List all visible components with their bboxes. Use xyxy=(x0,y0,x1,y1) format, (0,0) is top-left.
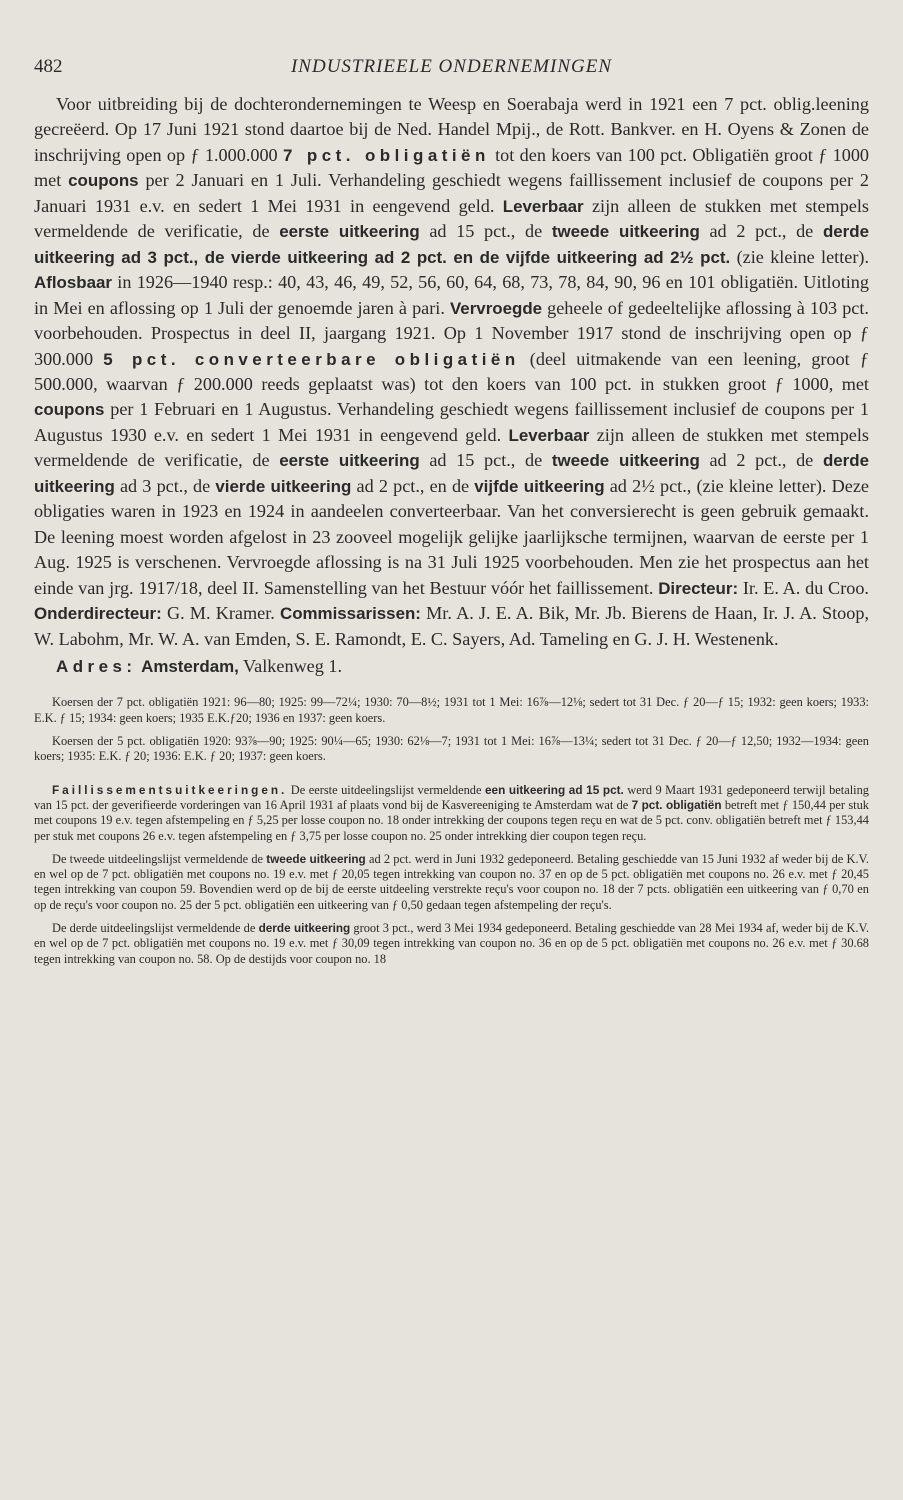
text-run: ad 2 pct., en de xyxy=(351,475,475,496)
price-notes xyxy=(34,695,869,764)
text-run: ad 2 pct., de xyxy=(699,221,823,242)
bold-term: Leverbaar xyxy=(502,196,584,216)
text-run: werd 9 Maart 1931 gedeponeerd terwijl betaling van 15 pct. der geverifieerde vorderingen van 16 April 1931 af plaats vond bij de Kasvereeniging te Amsterdam wat de xyxy=(34,782,869,812)
bold-term: derde uitkeering xyxy=(34,451,869,496)
small-paragraph xyxy=(34,783,869,844)
text-run: Voor uitbreiding bij de dochterondernemingen te Weesp en Soerabaja werd in 1921 een 7 pct. oblig.leening gecreëerd. Op 17 Juni 1921 stond daartoe bij de Ned. Handel Mpij., de Rott. Bankver. en H. Oyens & Zonen de inschrijving open op ƒ 1.000.000 xyxy=(34,94,869,165)
bold-term: Commissarissen: xyxy=(279,604,421,624)
text-run: ad 2 pct. werd in Juni 1932 gedeponeerd. Betaling geschiedde van 15 Juni 1932 af weder bij de K.V. en wel op de 7 pct. obligatiën met coupons no. 19 e.v. met ƒ 20,05 tegen intrekking van coupon no. 37 en op de 5 pct. obligatiën met coupons no. 26 e.v. met ƒ 20,45 tegen intrekking van coupon 59. Bovendien werd op de bij de eerste uitdeeling verstrekte reçu's voor coupon no. 18 der 7 pcts. obligatiën een uitkeering van ƒ 0,70 en op de reçu's voor coupon no. 25 der 5 pct. obligatiën een uitkeering van ƒ 0,50 gedaan tegen afstempeling der reçu's. xyxy=(34,851,869,912)
text-run: (zie kleine letter). xyxy=(730,246,869,267)
bold-term: eerste uitkeering xyxy=(279,451,420,471)
text-run: ad 15 pct., de xyxy=(419,450,552,471)
price-note-5pct: Koersen der 5 pct. obligatiën 1920: 93⅞—90; 1925: 90¼—65; 1930: 62⅛—7; 1931 tot 1 Mei: 16⅞—13¼; sedert tot 31 Dec. ƒ 20—ƒ 12,50; 1932—1934: geen koers; 1935: E.K. ƒ 20; 1936: E.K. ƒ 20; 1937: geen koers. xyxy=(34,734,869,764)
small-paragraph xyxy=(34,921,869,967)
text-run: zijn alleen de stukken met stempels vermeldende de verificatie, de xyxy=(34,195,869,242)
address-label: Adres: xyxy=(56,656,137,676)
bold-term: Vervroegde xyxy=(449,298,543,318)
bold-term: een uitkeering ad 15 pct. xyxy=(484,783,624,797)
text-run: ad 3 pct., de xyxy=(114,475,216,496)
main-text xyxy=(34,92,869,679)
bold-term: 7 pct. obligatiën xyxy=(283,145,490,165)
bold-term: vijfde uitkeering xyxy=(474,476,605,496)
bold-term: coupons xyxy=(68,171,139,191)
bold-term: Faillissementsuitkeeringen. xyxy=(52,783,288,797)
address-city: Amsterdam, xyxy=(141,656,239,676)
text-run: ad 15 pct., de xyxy=(419,221,552,242)
text-run: per 2 Januari en 1 Juli. Verhandeling geschiedt wegens faillissement inclusief de coupons per 2 Januari 1931 e.v. en sedert 1 Mei 1931 in eengevend geld. xyxy=(34,170,869,216)
bold-term: 7 pct. obligatiën xyxy=(631,798,722,812)
text-run: per 1 Februari en 1 Augustus. Verhandeling geschiedt wegens faillissement inclusief de coupons per 1 Augustus 1930 e.v. en sedert 1 Mei 1931 in eengevend geld. xyxy=(34,399,869,445)
text-run: zijn alleen de stukken met stempels vermeldende de verificatie, de xyxy=(34,424,869,471)
bold-term: Aflosbaar xyxy=(34,273,112,293)
running-title: INDUSTRIEELE ONDERNEMINGEN xyxy=(290,56,612,77)
small-print xyxy=(34,783,869,967)
company-paragraph xyxy=(34,92,869,652)
text-run: (deel uitmakende van een leening, groot ƒ 500.000, waarvan ƒ 200.000 reeds geplaatst was) tot den koers van 100 pct. in stukken groot ƒ 1000, met xyxy=(34,348,869,394)
bold-term: tweede uitkeering xyxy=(266,852,366,866)
small-paragraph xyxy=(34,852,869,913)
text-run: ad 2½ pct., (zie kleine letter). Deze obligaties waren in 1923 en 1924 in aandeelen converteerbaar. Van het conversierecht is geen gebruik gemaakt. De leening moest worden afgelost in 23 zooveel mogelijk gelijke jaarlijksche termijnen, waarvan de eerste per 1 Aug. 1925 is verschenen. Vervroegde aflossing is na 31 Juli 1925 voorbehouden. Men zie het prospectus aan het einde van jrg. 1917/18, deel II. Samenstelling van het Bestuur vóór het faillissement. xyxy=(34,475,869,598)
bold-term: tweede uitkeering xyxy=(551,451,700,471)
bold-term: coupons xyxy=(34,400,105,420)
address-street: Valkenweg 1. xyxy=(238,655,343,676)
bold-term: Leverbaar xyxy=(508,425,590,445)
bold-term: eerste uitkeering xyxy=(279,222,420,242)
text-run: tot den koers van 100 pct. Obligatiën groot ƒ 1000 met xyxy=(34,144,870,191)
page-number: 482 xyxy=(34,56,63,77)
bold-term: Directeur: xyxy=(658,578,739,598)
bold-term: derde uitkeering xyxy=(258,921,351,935)
address-line xyxy=(34,654,869,679)
text-run: groot 3 pct., werd 3 Mei 1934 gedeponeerd. Betaling geschiedde van 28 Mei 1934 af, weder bij de K.V. en wel op de 7 pct. obligatiën met coupons no. 19 e.v. met ƒ 30,09 tegen intrekking van coupon no. 36 en op de 5 pct. obligatiën met coupons no. 26 e.v. met ƒ 30.68 tegen intrekking van coupon no. 58. Op de destijds voor coupon no. 18 xyxy=(34,920,869,966)
text-run: De derde uitdeelingslijst vermeldende de xyxy=(52,920,259,935)
text-run: ad 2 pct., de xyxy=(699,450,823,471)
text-run: Ir. E. A. du Croo. xyxy=(738,577,869,598)
bold-term: Onderdirecteur: xyxy=(34,604,162,624)
text-run: De tweede uitdeelingslijst vermeldende de xyxy=(52,851,267,866)
bold-term: tweede uitkeering xyxy=(551,222,700,242)
bold-term: 5 pct. converteerbare obligatiën xyxy=(103,349,520,369)
text-run: G. M. Kramer. xyxy=(161,603,280,624)
page-header xyxy=(34,56,869,92)
text-run: De eerste uitdeelingslijst vermeldende xyxy=(287,782,485,797)
text-run: in 1926—1940 resp.: 40, 43, 46, 49, 52, 56, 60, 64, 68, 73, 78, 84, 90, 96 en 101 obligatiën. Uitloting in Mei en aflossing op 1 Juli der genoemde jaren à pari. xyxy=(34,272,869,318)
bold-term: derde uitkeering ad 3 pct., de vierde uitkeering ad 2 pct. en de vijfde uitkeering ad 2½ pct. xyxy=(34,222,869,267)
text-run: betreft met ƒ 150,44 per stuk met coupons 19 e.v. tegen afstempeling en ƒ 5,25 per losse coupon no. 18 onder intrekking der coupons tegen reçu en wat de 5 pct. conv. obligatiën betreft met ƒ 153,44 per stuk met coupons 26 e.v. tegen afstempeling en ƒ 3,75 per losse coupon no. 25 onder intrekking dier coupon tegen reçu. xyxy=(34,797,870,843)
price-note-7pct: Koersen der 7 pct. obligatiën 1921: 96—80; 1925: 99—72¼; 1930: 70—8½; 1931 tot 1 Mei: 16⅞—12⅛; sedert tot 31 Dec. ƒ 20—ƒ 15; 1932: geen koers; 1933: E.K. ƒ 15; 1934: geen koers; 1935 E.K.ƒ20; 1936 en 1937: geen koers. xyxy=(34,695,869,725)
bold-term: vierde uitkeering xyxy=(215,476,352,496)
text-run: geheele of gedeeltelijke aflossing à 103 pct. voorbehouden. Prospectus in deel II, jaargang 1921. Op 1 November 1917 stond de inschrijving open op ƒ 300.000 xyxy=(34,297,869,369)
text-run: Mr. A. J. E. A. Bik, Mr. Jb. Bierens de Haan, Ir. J. A. Stoop, W. Labohm, Mr. W. A. van Emden, S. E. Ramondt, E. C. Sayers, Ad. Tameling en G. J. H. Westenenk. xyxy=(34,603,869,649)
